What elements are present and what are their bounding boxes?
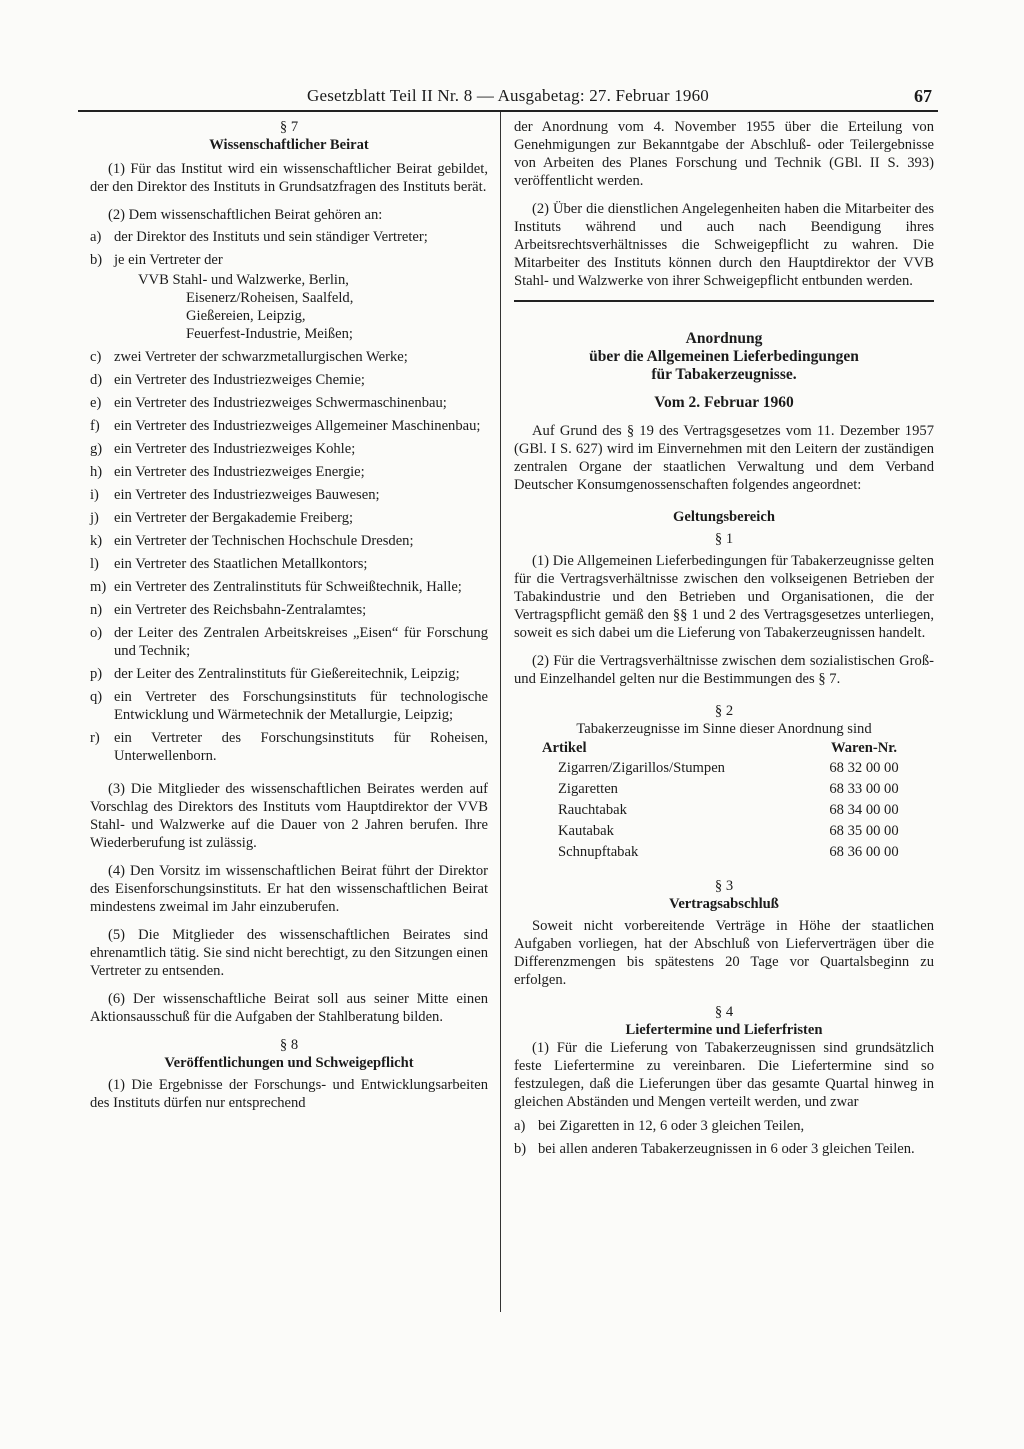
section-3-text: Soweit nicht vorbereitende Verträge in Höhe der staatlichen Aufgaben vorliegen, hat der Abschluß von Lieferverträgen über die Differenzmengen bis spätestens 20 Tage vor Quartalsbeginn zu erfolgen. [514, 918, 934, 988]
list-item-text: der Direktor des Instituts und sein ständiger Vertreter; [114, 229, 428, 245]
section-7-number: § 7 [279, 119, 299, 135]
list-item-label: g) [90, 441, 103, 457]
list-item-label: m) [90, 579, 107, 595]
list-item-text: ein Vertreter der Technischen Hochschule Dresden; [114, 533, 414, 549]
column-divider [500, 112, 501, 1312]
list-item-label: i) [90, 487, 99, 503]
list-item [90, 532, 488, 550]
list-item-text: ein Vertreter des Industriezweiges Kohle; [114, 441, 356, 457]
section-4-paragraph-1: (1) Für die Lieferung von Tabakerzeugnissen sind grundsätzlich feste Liefertermine zu vereinbaren. Die Liefertermine sind so festzulegen, daß die Lieferungen über das gesamte Quartal hinweg in gleichen Abständen und Mengen verteilt werden, und zwar [514, 1040, 934, 1110]
list-item-text: ein Vertreter des Industriezweiges Bauwesen; [114, 487, 380, 503]
ordinance-title-line-3: für Tabakerzeugnisse. [651, 366, 797, 383]
product-number-cell: 68 32 00 00 [829, 760, 899, 776]
list-item [90, 348, 488, 366]
ordinance-preamble: Auf Grund des § 19 des Vertragsgesetzes vom 11. Dezember 1957 (GBl. I S. 627) wird im Einvernehmen mit den Leitern der zuständigen zentralen Organe der staatlichen Verwaltung und dem Verband Deutscher Konsumgenossenschaften folgendes angeordnet: [514, 423, 934, 493]
list-item [90, 251, 488, 269]
vvb-entry: Gießereien, Leipzig, [186, 308, 306, 324]
list-item-label: c) [90, 349, 102, 365]
product-number-cell: 68 36 00 00 [829, 844, 899, 860]
list-item-label: q) [90, 689, 103, 705]
section-8-title: Veröffentlichungen und Schweigepflicht [164, 1055, 414, 1071]
list-item [90, 486, 488, 504]
list-item-label: e) [90, 395, 102, 411]
list-item-text: der Leiter des Zentralen Arbeitskreises „Eisen“ für Forschung und Technik; [114, 625, 488, 659]
list-item [90, 578, 488, 596]
article-cell: Kautabak [558, 823, 614, 839]
list-item-label: n) [90, 602, 103, 618]
scope-heading: Geltungsbereich [673, 509, 775, 525]
product-number-cell: 68 35 00 00 [829, 823, 899, 839]
section-7-paragraph-5: (5) Die Mitglieder des wissenschaftlichen Beirates sind ehrenamtlich tätig. Sie sind nicht berechtigt, zu den Sitzungen einen Vertreter zu entsenden. [90, 927, 488, 979]
section-separator [514, 300, 934, 302]
ordinance-title-line-2: über die Allgemeinen Lieferbedingungen [589, 348, 859, 365]
vvb-entry: Eisenerz/Roheisen, Saalfeld, [186, 290, 354, 306]
column-header-number: Waren-Nr. [830, 740, 898, 756]
list-item-text: ein Vertreter des Industriezweiges Schwermaschinenbau; [114, 395, 447, 411]
article-cell: Zigarren/Zigarillos/Stumpen [558, 760, 725, 776]
list-item-label: a) [90, 229, 102, 245]
section-4-number: § 4 [714, 1004, 734, 1020]
section-7-paragraph-4: (4) Den Vorsitz im wissenschaftlichen Beirat führt der Direktor des Eisenforschungsinstituts. Er hat den wissenschaftlichen Beirat mindestens zweimal im Jahr einzuberufen. [90, 863, 488, 915]
section-7-paragraph-3: (3) Die Mitglieder des wissenschaftlichen Beirates werden auf Vorschlag des Direktors des Instituts vom Hauptdirektor der VVB Stahl- und Walzwerke auf die Dauer von 2 Jahren berufen. Ihre Wiederberufung ist zulässig. [90, 781, 488, 851]
list-item [90, 417, 488, 435]
list-item-label: r) [90, 730, 100, 746]
list-item-label: d) [90, 372, 103, 388]
article-cell: Schnupftabak [558, 844, 639, 860]
left-column [90, 118, 488, 1112]
list-item-text: bei Zigaretten in 12, 6 oder 3 gleichen Teilen, [538, 1118, 805, 1134]
product-number-cell: 68 34 00 00 [829, 802, 899, 818]
section-8-paragraph-2: (2) Über die dienstlichen Angelegenheiten haben die Mitarbeiter des Instituts während und auch nach Beendigung ihres Arbeitsrechtsverhältnisses die Schweigepflicht zu wahren. Die Mitarbeiter des Instituts können durch den Hauptdirektor der VVB Stahl- und Walzwerke von ihrer Schweigepflicht entbunden werden. [514, 201, 934, 289]
section-7-paragraph-2-intro: (2) Dem wissenschaftlichen Beirat gehören an: [108, 207, 383, 223]
list-item-text: ein Vertreter des Forschungsinstituts für Roheisen, Unterwellenborn. [114, 730, 488, 764]
section-7-paragraph-6: (6) Der wissenschaftliche Beirat soll aus seiner Mitte einen Aktionsausschuß für die Aufgaben der Stahlberatung bilden. [90, 991, 488, 1025]
list-item-label: j) [90, 510, 99, 526]
list-item-text: ein Vertreter des Industriezweiges Allgemeiner Maschinenbau; [114, 418, 481, 434]
column-header-article: Artikel [542, 740, 587, 756]
page-header [78, 84, 938, 112]
list-item [90, 555, 488, 573]
list-item [90, 601, 488, 619]
section-2-intro: Tabakerzeugnisse im Sinne dieser Anordnung sind [576, 721, 872, 737]
product-number-cell: 68 33 00 00 [829, 781, 899, 797]
list-item-label: a) [514, 1118, 526, 1134]
section-8-number: § 8 [279, 1037, 299, 1053]
section-8-continuation: der Anordnung vom 4. November 1955 über die Erteilung von Genehmigungen zur Bekanntgabe der Abschluß- oder Teilergebnisse von Arbeiten des Planes Forschung und Technik (GBl. II S. 393) veröffentlicht werden. [514, 119, 934, 189]
section-1-paragraph-2: (2) Für die Vertragsverhältnisse zwischen dem sozialistischen Groß- und Einzelhandel gelten nur die Bestimmungen des § 7. [514, 653, 934, 687]
list-item-label: b) [514, 1141, 527, 1157]
list-item-text: ein Vertreter des Forschungsinstituts für technologische Entwicklung und Wärmetechnik der Metallurgie, Leipzig; [114, 689, 488, 723]
vvb-list [90, 271, 488, 343]
list-item [90, 440, 488, 458]
list-item-text: ein Vertreter des Zentralinstituts für Schweißtechnik, Halle; [114, 579, 462, 595]
list-item-text: je ein Vertreter der [114, 252, 223, 268]
article-cell: Rauchtabak [558, 802, 627, 818]
list-item-label: h) [90, 464, 103, 480]
list-item [514, 1140, 934, 1158]
list-item-text: ein Vertreter des Staatlichen Metallkontors; [114, 556, 368, 572]
list-item [90, 509, 488, 527]
vvb-entry: VVB Stahl- und Walzwerke, Berlin, [138, 272, 349, 288]
section-1-number: § 1 [714, 531, 734, 547]
section-7-title: Wissenschaftlicher Beirat [209, 137, 369, 153]
list-item [90, 394, 488, 412]
list-item-text: ein Vertreter des Industriezweiges Chemie; [114, 372, 365, 388]
list-item [90, 665, 488, 683]
list-item-text: ein Vertreter des Reichsbahn-Zentralamtes; [114, 602, 367, 618]
list-item-label: l) [90, 556, 99, 572]
list-item-label: o) [90, 625, 103, 641]
list-item [90, 228, 488, 246]
list-item [90, 371, 488, 389]
table-row [514, 800, 934, 821]
tobacco-products-table [514, 738, 934, 863]
header-rule [78, 110, 938, 112]
ordinance-date: Vom 2. Februar 1960 [654, 394, 794, 411]
list-item [90, 688, 488, 724]
section-3-title: Vertragsabschluß [669, 896, 779, 912]
list-item-text: ein Vertreter des Industriezweiges Energie; [114, 464, 365, 480]
page-number: 67 [914, 86, 932, 106]
ordinance-title-line-1: Anordnung [685, 330, 763, 347]
vvb-entry: Feuerfest-Industrie, Meißen; [186, 326, 353, 342]
list-item-text: ein Vertreter der Bergakademie Freiberg; [114, 510, 354, 526]
section-4-title: Liefertermine und Lieferfristen [625, 1022, 823, 1038]
header-title: Gesetzblatt Teil II Nr. 8 — Ausgabetag: 27. Februar 1960 [306, 86, 710, 105]
section-3-number: § 3 [714, 878, 734, 894]
section-1-paragraph-1: (1) Die Allgemeinen Lieferbedingungen für Tabakerzeugnisse gelten für die Vertragsverhältnisse zwischen den volkseigenen Betrieben der Tabakindustrie und den Betrieben und Organisationen, die der Vertragspflicht gemäß den §§ 1 und 2 des Vertragsgesetzes unterliegen, soweit es sich dabei um die Lieferung von Tabakerzeugnissen handelt. [514, 553, 934, 641]
list-item-label: b) [90, 252, 103, 268]
table-row [514, 842, 934, 863]
section-2-number: § 2 [714, 703, 734, 719]
list-item [514, 1117, 934, 1135]
table-row [514, 779, 934, 800]
section-8-paragraph-1: (1) Die Ergebnisse der Forschungs- und Entwicklungsarbeiten des Instituts dürfen nur entsprechend [90, 1077, 488, 1111]
list-item [90, 463, 488, 481]
list-item-label: p) [90, 666, 103, 682]
list-item-label: f) [90, 418, 100, 434]
article-cell: Zigaretten [558, 781, 618, 797]
list-item-text: zwei Vertreter der schwarzmetallurgischen Werke; [114, 349, 408, 365]
section-7-paragraph-1: (1) Für das Institut wird ein wissenschaftlicher Beirat gebildet, der den Direktor des Instituts in Grundsatzfragen des Instituts berät. [90, 161, 488, 195]
table-header-row [514, 738, 934, 758]
table-row [514, 821, 934, 842]
list-item-label: k) [90, 533, 103, 549]
list-item-text: bei allen anderen Tabakerzeugnissen in 6 oder 3 gleichen Teilen. [538, 1141, 915, 1157]
list-item [90, 624, 488, 660]
right-column [514, 118, 934, 1163]
list-item-text: der Leiter des Zentralinstituts für Gießereitechnik, Leipzig; [114, 666, 460, 682]
table-row [514, 758, 934, 779]
list-item [90, 729, 488, 765]
